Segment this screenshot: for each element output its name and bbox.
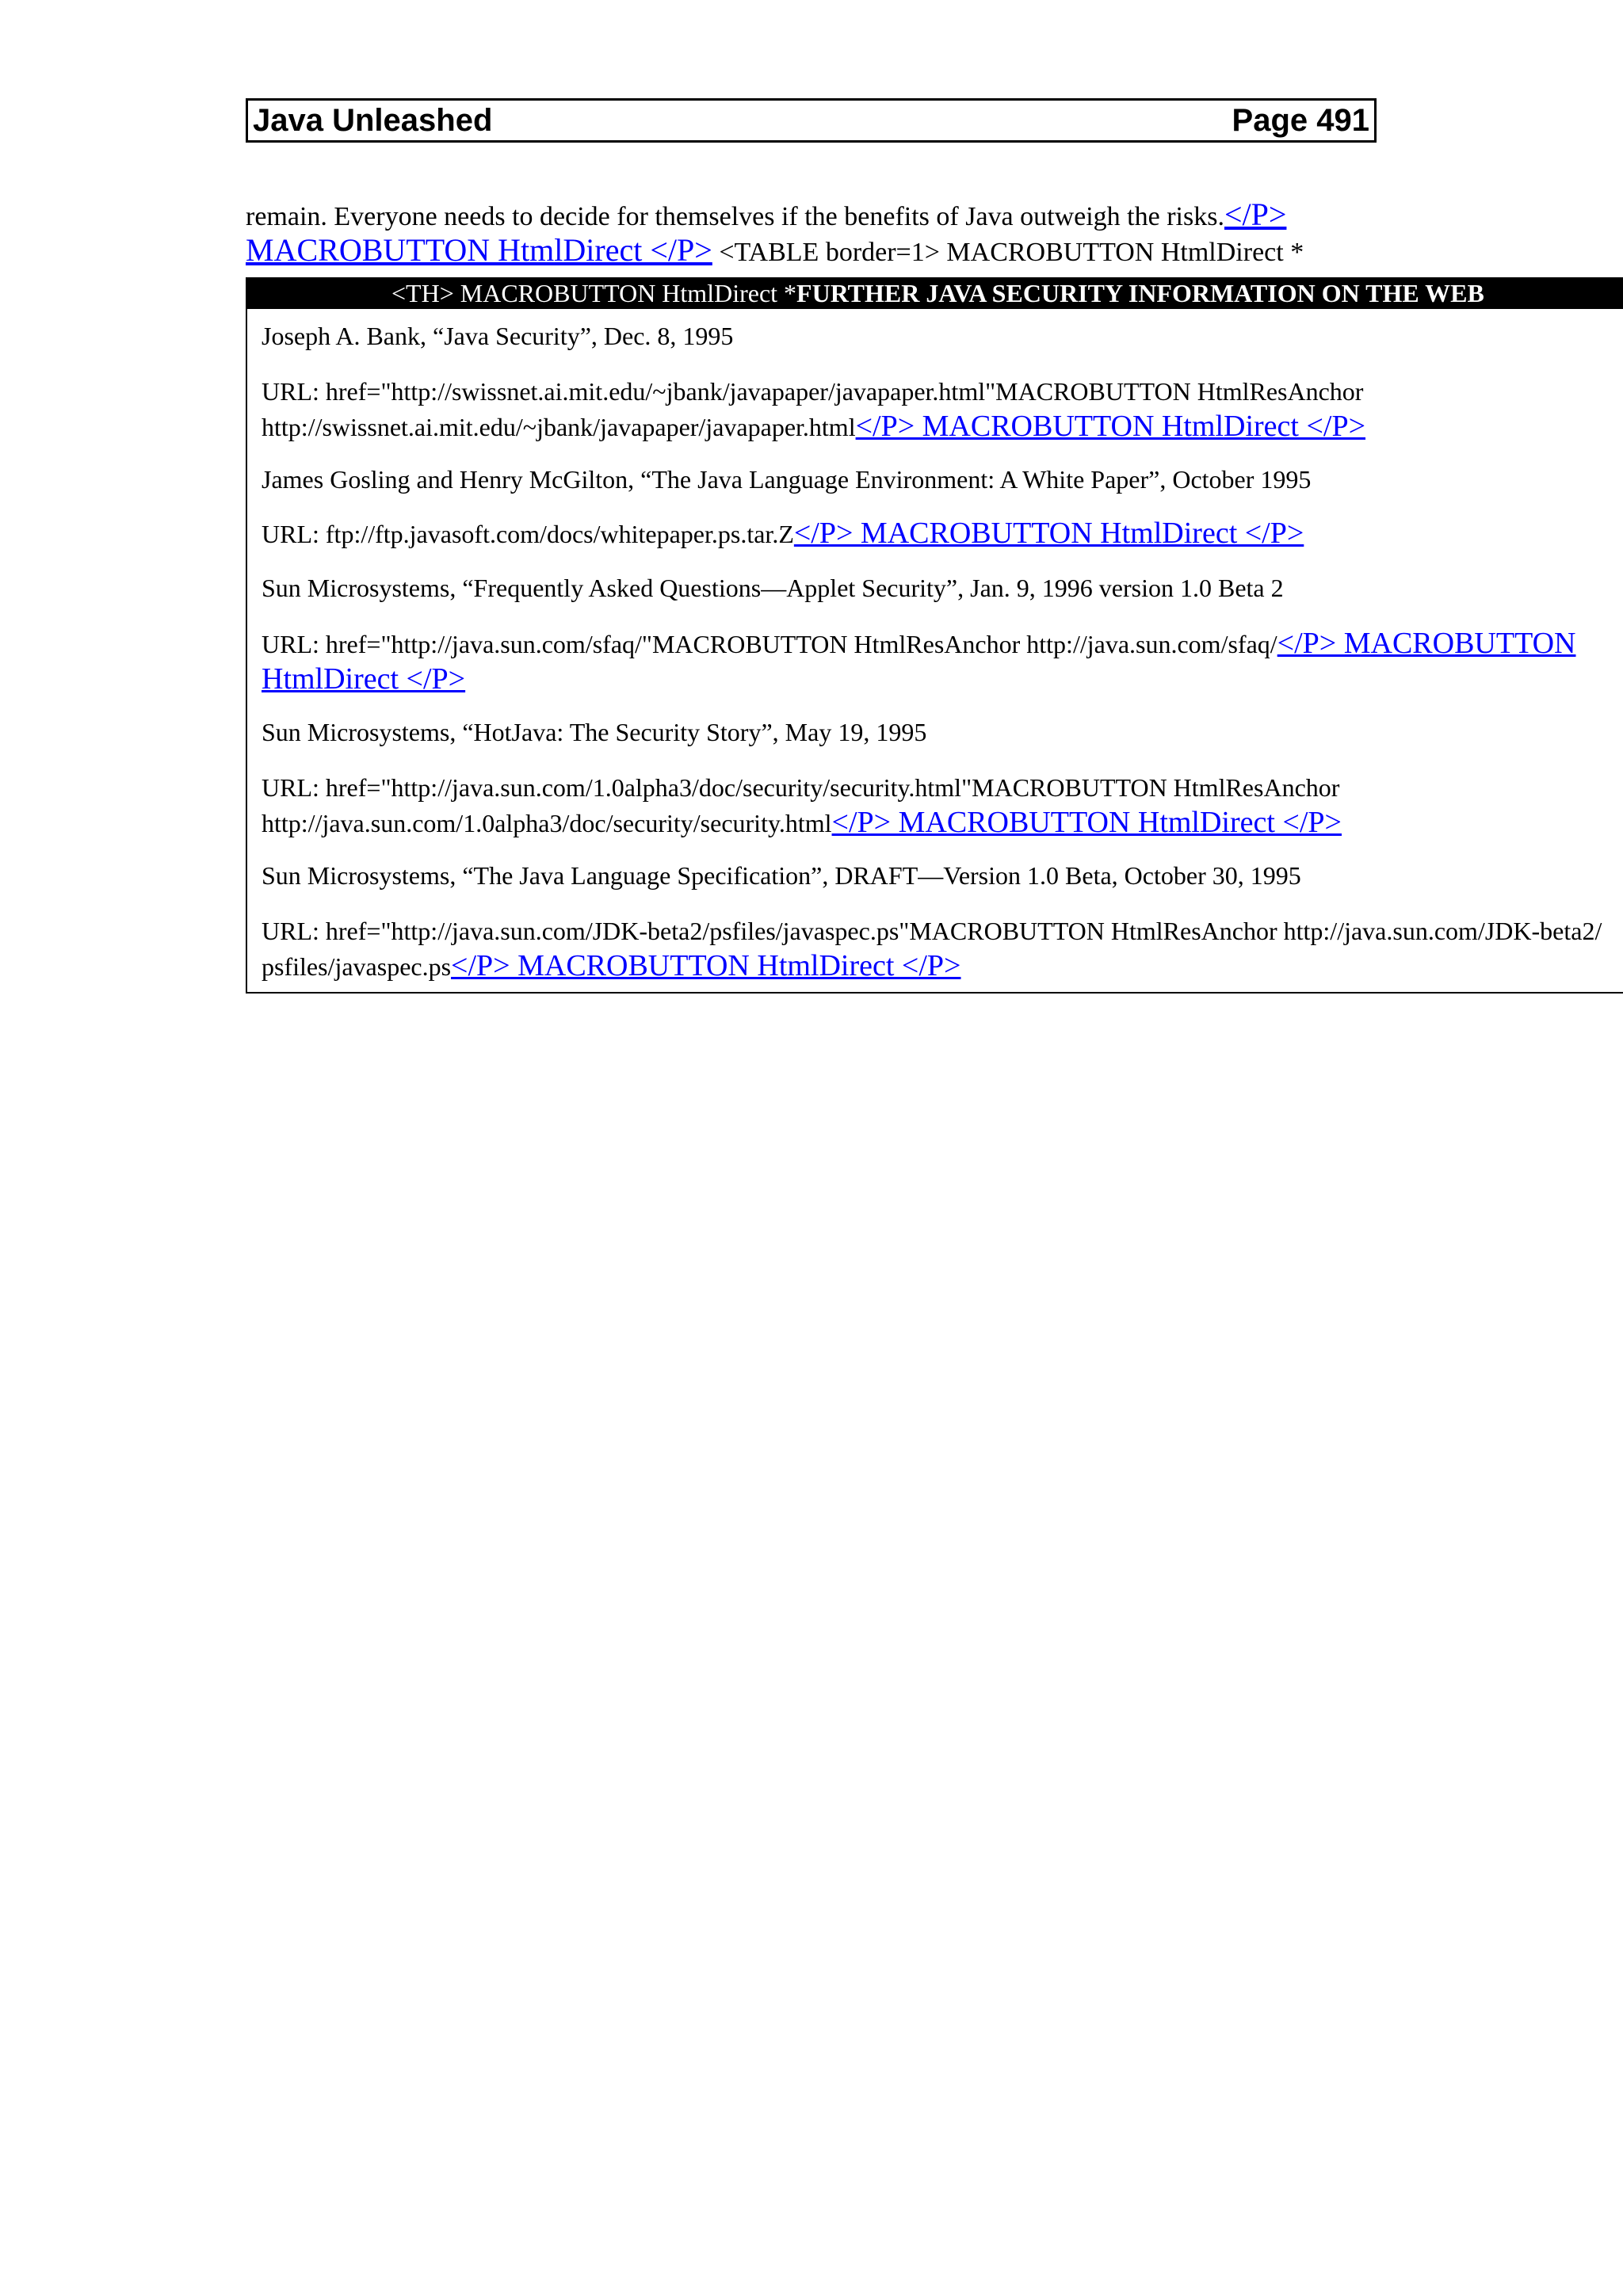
intro-line-2 xyxy=(246,232,1623,268)
url-text: URL: href="http://swissnet.ai.mit.edu/~jbank/javapaper/javapaper.html"MACROBUTTON HtmlResAnchor xyxy=(262,377,1364,406)
url-text: http://java.sun.com/1.0alpha3/doc/security/security.html xyxy=(262,809,832,837)
citation-text: Joseph A. Bank, “Java Security”, Dec. 8, 1995 xyxy=(262,322,734,350)
url-line xyxy=(262,948,1623,984)
citation-cell xyxy=(247,561,1623,615)
url-cell xyxy=(247,902,1623,992)
url-line xyxy=(262,374,1623,409)
url-cell xyxy=(247,363,1623,452)
intro-line-1 xyxy=(246,196,1623,232)
url-cell xyxy=(247,615,1623,705)
url-line xyxy=(262,409,1623,444)
url-link[interactable]: </P> MACROBUTTON HtmlDirect </P> xyxy=(831,806,1342,839)
url-line xyxy=(262,770,1623,805)
intro-paragraph xyxy=(246,196,1623,268)
citation-text: Sun Microsystems, “Frequently Asked Questions—Applet Security”, Jan. 9, 1996 version 1.0 Beta 2 xyxy=(262,574,1284,602)
book-title: Java Unleashed xyxy=(253,103,493,138)
url-text: http://swissnet.ai.mit.edu/~jbank/javapaper/javapaper.html xyxy=(262,413,856,441)
url-text: psfiles/javaspec.ps xyxy=(262,952,452,981)
url-text: URL: ftp://ftp.javasoft.com/docs/whitepaper.ps.tar.Z xyxy=(262,520,794,548)
citation-cell xyxy=(247,705,1623,759)
url-line xyxy=(262,913,1623,948)
citation-text: Sun Microsystems, “HotJava: The Security Story”, May 19, 1995 xyxy=(262,718,927,746)
url-cell xyxy=(247,759,1623,849)
url-link[interactable]: </P> MACROBUTTON xyxy=(1277,627,1576,660)
url-link[interactable]: </P> MACROBUTTON HtmlDirect </P> xyxy=(451,949,961,982)
citation-cell xyxy=(247,849,1623,902)
security-info-table xyxy=(246,277,1623,994)
url-line xyxy=(262,626,1623,662)
intro-text-2: <TABLE border=1> MACROBUTTON HtmlDirect * xyxy=(712,238,1304,267)
citation-text: James Gosling and Henry McGilton, “The Java Language Environment: A White Paper”, October 1995 xyxy=(262,465,1312,494)
url-cell xyxy=(247,506,1623,561)
citation-cell xyxy=(247,452,1623,506)
url-text: URL: href="http://java.sun.com/JDK-beta2/psfiles/javaspec.ps"MACROBUTTON HtmlResAnchor http://java.sun.com/JDK-beta2/ xyxy=(262,917,1602,945)
intro-link-2[interactable]: MACROBUTTON HtmlDirect </P> xyxy=(246,232,712,268)
url-link[interactable]: </P> MACROBUTTON HtmlDirect </P> xyxy=(793,517,1304,550)
url-text: URL: href="http://java.sun.com/1.0alpha3/doc/security/security.html"MACROBUTTON HtmlResAnchor xyxy=(262,773,1340,802)
table-header-title: FURTHER JAVA SECURITY INFORMATION ON THE WEB xyxy=(796,279,1484,307)
page-header xyxy=(246,98,1377,143)
url-line xyxy=(262,805,1623,841)
url-text: URL: href="http://java.sun.com/sfaq/"MACROBUTTON HtmlResAnchor http://java.sun.com/sfaq/ xyxy=(262,630,1277,658)
url-line xyxy=(262,662,1623,697)
citation-cell xyxy=(247,309,1623,363)
url-link[interactable]: HtmlDirect </P> xyxy=(262,662,466,696)
intro-link-1[interactable]: </P> xyxy=(1224,196,1287,232)
url-line xyxy=(262,516,1623,551)
table-header xyxy=(247,277,1623,309)
table-header-prefix: <TH> MACROBUTTON HtmlDirect * xyxy=(391,279,797,307)
intro-text-1: remain. Everyone needs to decide for themselves if the benefits of Java outweigh the risks. xyxy=(246,202,1224,231)
page-number: Page 491 xyxy=(1232,103,1369,138)
url-link[interactable]: </P> MACROBUTTON HtmlDirect </P> xyxy=(855,410,1366,443)
citation-text: Sun Microsystems, “The Java Language Specification”, DRAFT—Version 1.0 Beta, October 30, 1995 xyxy=(262,861,1301,890)
